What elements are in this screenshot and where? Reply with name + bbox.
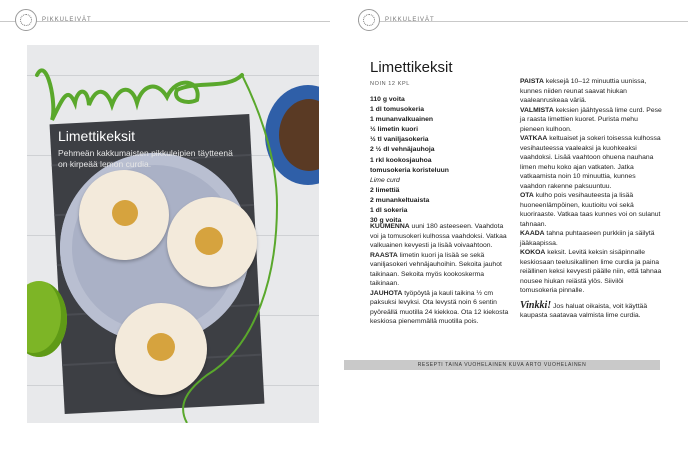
- ingredient-list: [370, 95, 510, 226]
- ingredient-item: 2 ½ dl vehnäjauhoja: [370, 146, 435, 154]
- method-step: KUUMENNA uuni 180 asteeseen. Vaahdota voi ja tomusokeri kulhossa vaahdoksi. Vatkaa valkuainen kevyesti ja lisää voivaahtoon.: [370, 223, 507, 249]
- ingredient-item: 1 dl tomusokeria: [370, 106, 425, 114]
- ingredient-item: 1 munanvalkuainen: [370, 116, 434, 124]
- ingredient-item: ½ tl vaniljasokeria: [370, 136, 429, 144]
- method-step: VALMISTA keksien jäähtyessä lime curd. Pese ja raasta limettien kuoret. Purista mehu pieneen kulhoon.: [520, 106, 662, 133]
- ingredient-item: 1 rkl kookosjauhoa: [370, 156, 432, 164]
- seal-logo-left: [15, 9, 37, 31]
- ingredient-item: 2 munankeltuaista: [370, 196, 430, 204]
- ingredient-item: 1 dl sokeria: [370, 207, 408, 215]
- method-column-1: [370, 222, 512, 327]
- method-column-2: [520, 77, 662, 321]
- header-label-right: PIKKULEIVÄT: [385, 17, 435, 23]
- recipe-photo: [27, 45, 319, 423]
- ingredient-item: 2 limettiä: [370, 186, 400, 194]
- tip: Vinkki! Jos haluat oikaista, voit käyttää kaupasta saatavaa valmista lime curdia.: [520, 299, 648, 319]
- ingredient-item: tomusokeria koristeluun: [370, 166, 449, 174]
- method-step: VATKAA keltuaiset ja sokeri toisessa kulhossa vesihauteessa vaaleaksi ja kuohkeaksi vaahdoksi. Lisää vaahtoon ohuena nauhana limen mehu koko ajan vatkaten. Jatka vatkaamista noin 10 minuuttia, kunnes vaahdon rakenne paksuuntuu.: [520, 135, 661, 190]
- method-step: RAASTA limetin kuori ja lisää se sekä vaniljasokeri vehnäjauhoihin. Sekoita jauhot taikinaan. Sekoita myös kookoskerma taikinaan.: [370, 251, 502, 287]
- method-step: OTA kulho pois vesihauteesta ja lisää huoneenlämpöinen, kuutioitu voi sekä kuoriraaste. Vatkaa taas kunnes voi on sulanut tahnaan.: [520, 192, 661, 228]
- yarn-lettering: [27, 45, 319, 423]
- recipe-title: Limettikeksit: [370, 59, 453, 76]
- method-step: PAISTA keksejä 10–12 minuuttia uunissa, kunnes niiden reunat saavat hiukan vaaleanruskeaa väriä.: [520, 78, 647, 104]
- method-step: JAUHOTA työpöytä ja kauli taikina ½ cm paksuksi levyksi. Ota levystä noin 6 sentin pyöreällä muotilla 24 kiekkoa. Ota 12 kiekosta keskiosa pienemmällä muotilla pois.: [370, 289, 509, 325]
- photo-subtitle: Pehmeän kakkumaisten pikkuleipien täytteenä on kirpeää lemon curdia.: [58, 148, 233, 169]
- ingredient-item: 30 g voita: [370, 217, 402, 225]
- seal-logo-right: [358, 9, 380, 31]
- ingredient-subheading: Lime curd: [370, 176, 400, 184]
- method-step: KAADA tahna puhtaaseen purkkiin ja säilytä jääkaapissa.: [520, 230, 655, 247]
- header-label-left: PIKKULEIVÄT: [42, 17, 92, 23]
- photo-title: Limettikeksit: [58, 128, 136, 144]
- ingredient-item: 110 g voita: [370, 96, 405, 103]
- method-step: KOKOA keksit. Levitä keksin sisäpinnalle keskiosaan teelusikallinen lime curdia ja paina reiällinen keksi kevyesti päälle niin, että tahnaa nousee hiukan reiästä ylös. Siivilöi tomusokeria pinnalle.: [520, 249, 662, 294]
- credits-bar: RESEPTI TAINA VUOHELAINEN KUVA ARTO VUOHELAINEN: [344, 360, 660, 370]
- ingredient-item: ½ limetin kuori: [370, 126, 418, 134]
- recipe-yield: NOIN 12 KPL: [370, 81, 410, 87]
